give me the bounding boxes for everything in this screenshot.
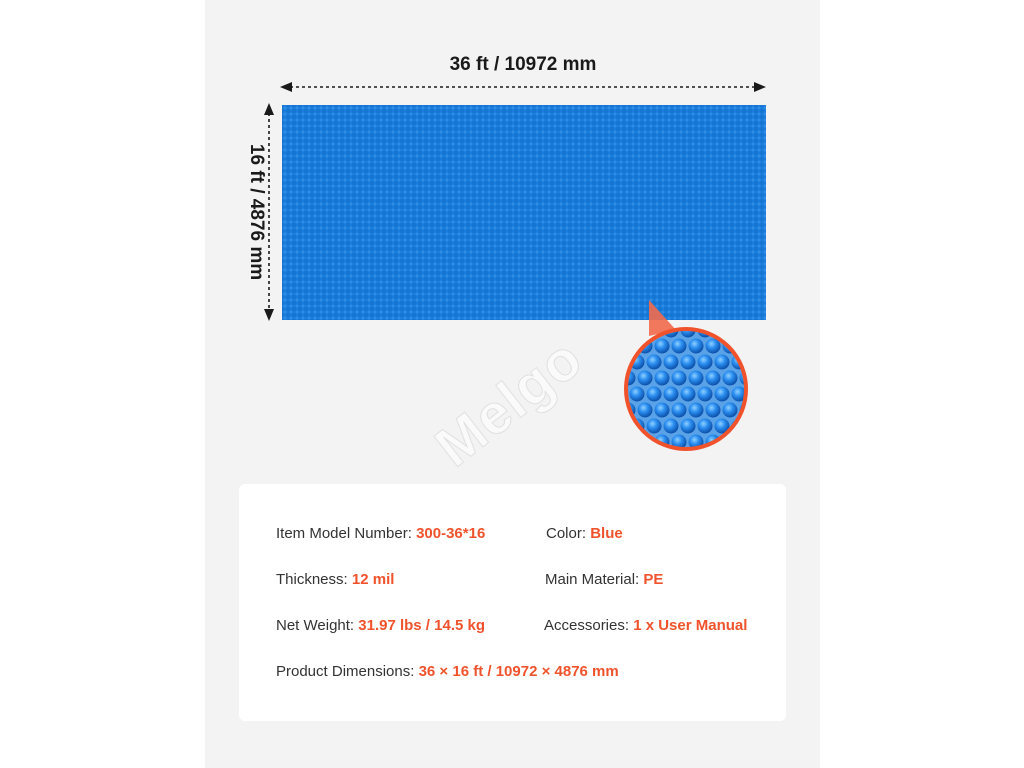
spec-value: 31.97 lbs / 14.5 kg	[358, 617, 486, 634]
spec-label: Net Weight:	[276, 617, 355, 634]
watermark: Melgo	[423, 326, 594, 479]
spec-value: Blue	[590, 525, 623, 542]
spec-value: 300-36*16	[416, 525, 486, 542]
spec-label: Item Model Number:	[276, 525, 412, 542]
spec-value: 1 x User Manual	[633, 617, 748, 634]
pool-cover-image	[282, 105, 766, 320]
width-dimension-label: 36 ft / 10972 mm	[449, 54, 597, 75]
spec-label: Product Dimensions:	[276, 663, 415, 680]
spec-value: 12 mil	[351, 571, 395, 588]
spec-label: Color:	[546, 525, 587, 542]
spec-color	[546, 525, 623, 542]
spec-net-weight	[276, 617, 485, 634]
spec-label: Thickness:	[276, 571, 348, 588]
specifications-card	[239, 484, 786, 721]
spec-thickness	[276, 571, 394, 588]
height-dimension-label: 16 ft / 4876 mm	[246, 143, 267, 281]
spec-accessories	[544, 617, 747, 634]
spec-model-number	[276, 525, 485, 542]
spec-main-material	[545, 571, 663, 588]
spec-product-dimensions	[276, 663, 619, 680]
spec-value: 36 × 16 ft / 10972 × 4876 mm	[418, 663, 619, 680]
spec-label: Accessories:	[544, 617, 630, 634]
spec-label: Main Material:	[545, 571, 640, 588]
spec-value: PE	[643, 571, 664, 588]
